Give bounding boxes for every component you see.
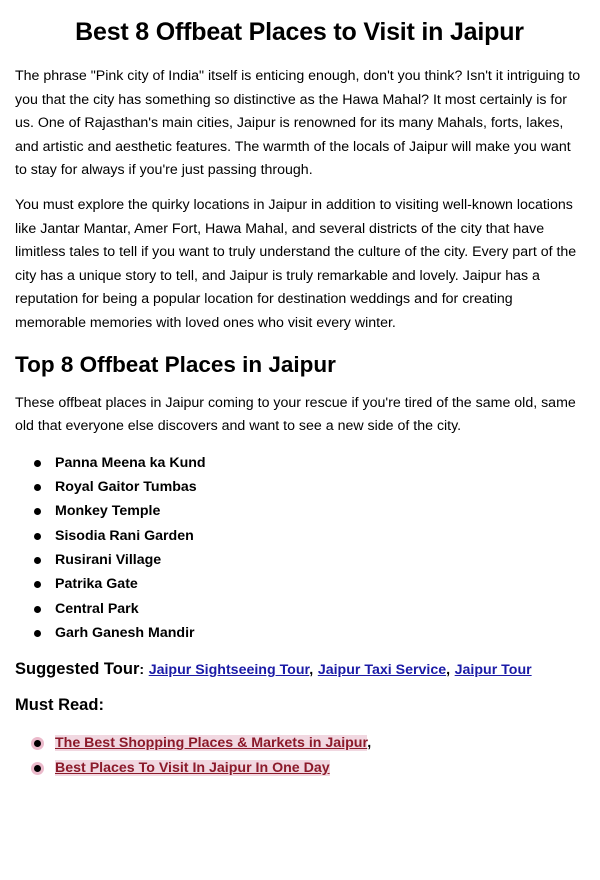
must-read-colon: : bbox=[98, 696, 104, 715]
place-name: Panna Meena ka Kund bbox=[55, 454, 206, 471]
place-name: Sisodia Rani Garden bbox=[55, 527, 194, 544]
list-item bbox=[34, 548, 584, 572]
link-separator: , bbox=[446, 662, 451, 679]
section-intro: These offbeat places in Jaipur coming to your rescue if you're tired of the same old, same old that everyone else discovers and want to see a new side of the city. bbox=[15, 394, 576, 435]
list-item bbox=[34, 499, 584, 523]
list-item bbox=[34, 597, 584, 621]
places-list bbox=[15, 451, 584, 645]
section-heading: Top 8 Offbeat Places in Jaipur bbox=[15, 351, 336, 377]
list-item bbox=[34, 572, 584, 596]
place-name: Royal Gaitor Tumbas bbox=[55, 479, 197, 496]
link-taxi-service[interactable]: Jaipur Taxi Service bbox=[317, 662, 447, 679]
bullet-icon bbox=[34, 765, 41, 772]
list-item bbox=[34, 621, 584, 645]
link-sightseeing-tour[interactable]: Jaipur Sightseeing Tour bbox=[148, 662, 310, 679]
link-separator: , bbox=[309, 662, 314, 679]
bullet-icon bbox=[34, 508, 41, 515]
bullet-icon bbox=[34, 460, 41, 467]
list-item bbox=[34, 451, 584, 475]
link-one-day[interactable]: Best Places To Visit In Jaipur In One Day bbox=[55, 759, 330, 776]
suggested-tour-label: Suggested Tour bbox=[15, 660, 140, 679]
link-shopping-places[interactable]: The Best Shopping Places & Markets in Jaipur bbox=[55, 735, 368, 752]
list-item bbox=[34, 475, 584, 499]
link-trail: , bbox=[367, 735, 372, 752]
suggested-tour-line bbox=[15, 657, 584, 682]
bullet-icon bbox=[34, 581, 41, 588]
intro-paragraph: The phrase "Pink city of India" itself is enticing enough, don't you think? Isn't it intriguing to you that the city has something so distinctive as the Hawa Mahal? It most certainly is for us. One of Rajasthan's main cities, Jaipur is renowned for its many Mahals, forts, lakes, and artistic and aesthetic features. The warmth of the locals of Jaipur will make you want to stay for always if you're just passing through. bbox=[15, 68, 581, 179]
list-item bbox=[34, 756, 584, 781]
place-name: Central Park bbox=[55, 600, 139, 617]
bullet-icon bbox=[34, 484, 41, 491]
place-name: Patrika Gate bbox=[55, 576, 138, 593]
bullet-icon bbox=[34, 606, 41, 613]
link-jaipur-tour[interactable]: Jaipur Tour bbox=[454, 662, 532, 679]
bullet-icon bbox=[34, 533, 41, 540]
page-title: Best 8 Offbeat Places to Visit in Jaipur bbox=[75, 18, 524, 46]
bullet-icon bbox=[34, 557, 41, 564]
explore-paragraph: You must explore the quirky locations in Jaipur in addition to visiting well-known locations like Jantar Mantar, Amer Fort, Hawa Mahal, and several districts of the city that have limitless tales to tell if you want to truly understand the culture of the city. Every part of the city has a unique story to tell, and Jaipur is truly remarkable and lovely. Jaipur has a reputation for being a popular location for destination weddings and for creating memorable memories with loved ones who visit every winter. bbox=[15, 196, 577, 331]
suggested-tour-colon: : bbox=[139, 662, 145, 679]
bullet-icon bbox=[34, 740, 41, 747]
list-item bbox=[34, 524, 584, 548]
must-read-list bbox=[15, 731, 584, 780]
place-name: Garh Ganesh Mandir bbox=[55, 624, 195, 641]
must-read-heading bbox=[15, 696, 584, 715]
place-name: Monkey Temple bbox=[55, 503, 161, 520]
place-name: Rusirani Village bbox=[55, 551, 162, 568]
list-item bbox=[34, 731, 584, 756]
bullet-icon bbox=[34, 630, 41, 637]
must-read-label: Must Read bbox=[15, 696, 99, 715]
